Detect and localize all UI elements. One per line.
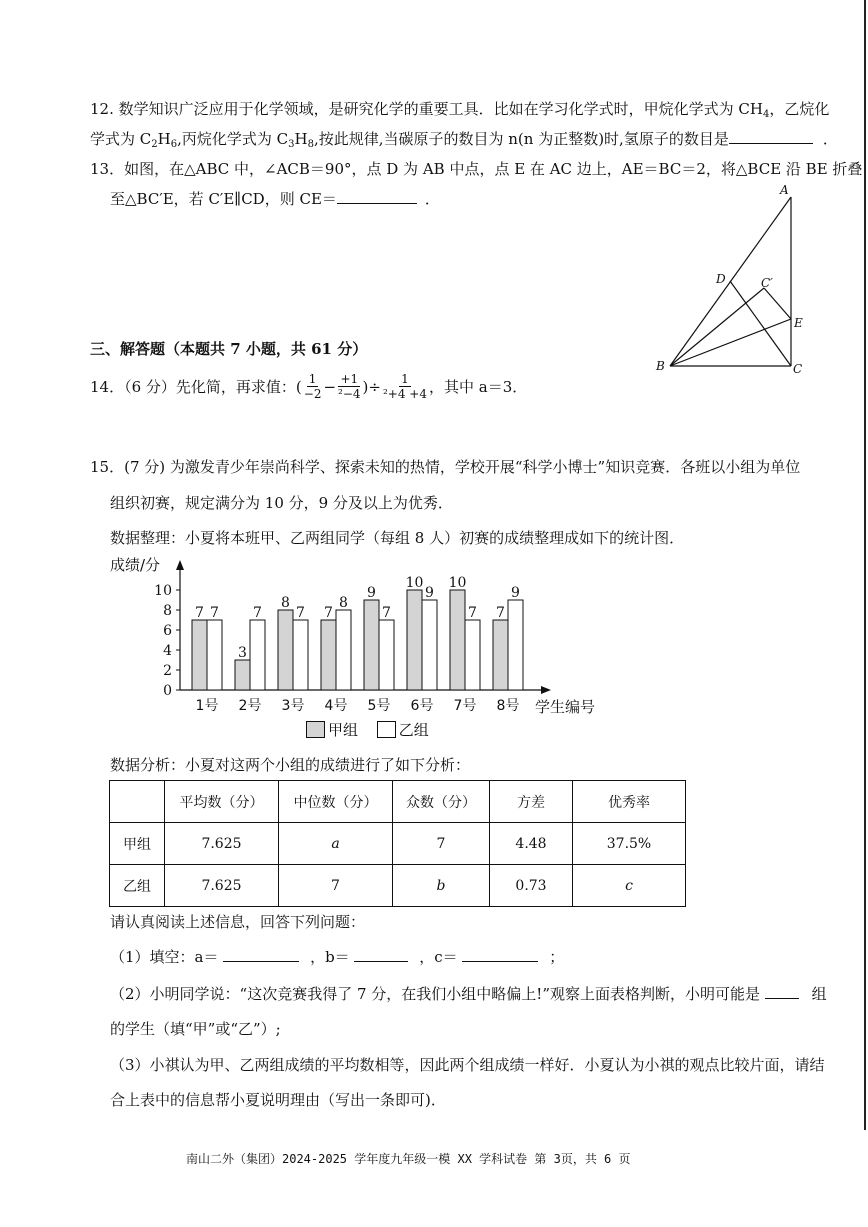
table-row xyxy=(110,823,686,865)
table-header-cell: 方差 xyxy=(490,781,573,823)
bar-yi xyxy=(336,610,351,690)
score-bar-chart xyxy=(105,552,625,747)
table-header-cell xyxy=(110,781,165,823)
table-cell: a xyxy=(279,823,393,865)
y-tick-label: 0 xyxy=(163,683,172,699)
bar-jia xyxy=(192,620,207,690)
bar-value-label: 10 xyxy=(405,575,424,591)
table-header-cell: 中位数（分） xyxy=(279,781,393,823)
bar-yi xyxy=(293,620,308,690)
bar-yi xyxy=(207,620,222,690)
bar-value-label: 9 xyxy=(425,585,434,601)
chart-y-axis-arrow xyxy=(176,560,184,570)
q15-line1: 15．(7 分) 为激发青少年崇尚科学、探索未知的热情，学校开展“科学小博士”知识竞赛．各班以小组为单位 xyxy=(90,458,801,476)
table-header-cell: 平均数（分） xyxy=(165,781,279,823)
q15-read-prompt: 请认真阅读上述信息，回答下列问题： xyxy=(110,913,366,931)
bar-jia xyxy=(321,620,336,690)
x-tick-label: 6号 xyxy=(410,698,434,714)
bar-jia xyxy=(364,600,379,690)
x-tick-label: 2号 xyxy=(238,698,262,714)
x-tick-label: 4号 xyxy=(324,698,348,714)
y-tick-label: 6 xyxy=(163,623,172,639)
bar-value-label: 7 xyxy=(496,605,505,621)
q15-part3-line1: （3）小祺认为甲、乙两组成绩的平均数相等，因此两个组成绩一样好．小夏认为小祺的观点比较片面，请结 xyxy=(110,1056,825,1074)
q15-part1: （1）填空：a＝ ，b＝ ，c＝ ； xyxy=(110,948,565,966)
q14-fraction-2: $\frac{+1}{\text{²−4}}$ xyxy=(338,372,361,401)
bar-value-label: 7 xyxy=(324,605,333,621)
chart-x-axis-arrow xyxy=(541,686,551,694)
chart-x-axis-label: 学生编号 xyxy=(535,698,596,716)
triangle-figure xyxy=(650,180,820,380)
bar-jia xyxy=(235,660,250,690)
bar-jia xyxy=(278,610,293,690)
table-header-cell: 众数（分） xyxy=(393,781,490,823)
bar-value-label: 3 xyxy=(238,645,247,661)
table-cell: 甲组 xyxy=(110,823,165,865)
q12-answer-blank[interactable] xyxy=(729,129,813,144)
label-cprime: C′ xyxy=(761,276,773,290)
bar-jia xyxy=(407,590,422,690)
q14-fraction-3: $\frac{1}{\text{²+4 +4}}$ xyxy=(382,372,427,401)
x-tick-label: 5号 xyxy=(367,698,391,714)
stats-table xyxy=(109,780,686,907)
table-cell: 7 xyxy=(393,823,490,865)
answer-blank-b[interactable] xyxy=(354,947,408,962)
bar-jia xyxy=(450,590,465,690)
label-e: E xyxy=(794,316,803,330)
answer-blank-c[interactable] xyxy=(462,947,538,962)
bar-value-label: 7 xyxy=(210,605,219,621)
bar-yi xyxy=(422,600,437,690)
bar-value-label: 8 xyxy=(339,595,348,611)
page-edge-rule xyxy=(864,0,866,1130)
bar-value-label: 7 xyxy=(468,605,477,621)
table-cell: b xyxy=(393,865,490,907)
bar-yi xyxy=(250,620,265,690)
y-tick-label: 2 xyxy=(163,663,172,679)
chart-legend xyxy=(306,719,429,740)
bar-value-label: 9 xyxy=(367,585,376,601)
table-cell: 7.625 xyxy=(165,865,279,907)
q12-line2: 学式为 $C_2H_6$,丙烷化学式为 $C_3H_8$,按此规律,当碳原子的数目为 n(n 为正整数)时,氢原子的数目是 ． xyxy=(90,130,838,150)
legend-swatch-jia xyxy=(306,721,325,738)
q15-line2: 组织初赛，规定满分为 10 分，9 分及以上为优秀． xyxy=(110,494,453,512)
q14: 14．（6 分）先化简，再求值：( $\frac{1}{-2}$ − $\frac{+1}{\text{²−4}}$ )÷ $\frac{1}{\text{²+4 +4}}$ ，其中 a＝3． xyxy=(90,372,528,401)
legend-label-yi: 乙组 xyxy=(398,721,429,739)
table-cell: 4.48 xyxy=(490,823,573,865)
x-tick-label: 1号 xyxy=(195,698,219,714)
segment-cd xyxy=(730,281,791,366)
bar-value-label: 7 xyxy=(195,605,204,621)
segment-cprime-e xyxy=(764,288,791,319)
legend-label-jia: 甲组 xyxy=(328,721,359,739)
bar-value-label: 10 xyxy=(448,575,467,591)
table-row xyxy=(110,865,686,907)
label-c: C xyxy=(793,362,803,376)
q15-part3-line2: 合上表中的信息帮小夏说明理由（写出一条即可)． xyxy=(110,1091,446,1109)
bar-yi xyxy=(379,620,394,690)
y-tick-label: 4 xyxy=(163,643,172,659)
label-d: D xyxy=(716,272,726,286)
x-tick-label: 7号 xyxy=(453,698,477,714)
table-header-row xyxy=(110,781,686,823)
legend-swatch-yi xyxy=(377,721,396,738)
bar-yi xyxy=(465,620,480,690)
x-tick-label: 8号 xyxy=(496,698,520,714)
bar-value-label: 7 xyxy=(296,605,305,621)
q12-line1: 12. 数学知识广泛应用于化学领域，是研究化学的重要工具．比如在学习化学式时，甲烷化学式为 $CH_4$，乙烷化 xyxy=(90,100,830,120)
q13-line2: 至△BC′E，若 C′E∥CD，则 CE＝ ． xyxy=(110,190,440,208)
y-tick-label: 8 xyxy=(163,603,172,619)
x-tick-label: 3号 xyxy=(281,698,305,714)
bar-jia xyxy=(493,620,508,690)
table-cell: c xyxy=(573,865,686,907)
chart-y-axis-label: 成绩/分 xyxy=(110,556,161,574)
section-3-title: 三、解答题（本题共 7 小题，共 61 分） xyxy=(90,340,368,358)
bar-value-label: 9 xyxy=(511,585,520,601)
answer-blank-group[interactable] xyxy=(765,984,799,999)
table-cell: 7 xyxy=(279,865,393,907)
bar-yi xyxy=(508,600,523,690)
bar-value-label: 7 xyxy=(253,605,262,621)
q15-data-analysis: 数据分析：小夏对这两个小组的成绩进行了如下分析： xyxy=(110,756,471,774)
bar-value-label: 8 xyxy=(281,595,290,611)
q15-part2-line1: （2）小明同学说：“这次竞赛我得了 7 分，在我们小组中略偏上!”观察上面表格判断，小明可能是 组 xyxy=(110,985,827,1003)
table-cell: 37.5% xyxy=(573,823,686,865)
page-footer: 南山二外（集团）2024-2025 学年度九年级一模 XX 学科试卷 第 3页，共 6 页 xyxy=(186,1152,631,1166)
y-tick-label: 10 xyxy=(154,583,172,599)
q15-part2-line2: 的学生（填“甲”或“乙”）; xyxy=(110,1020,281,1038)
table-cell: 0.73 xyxy=(490,865,573,907)
q14-fraction-1: $\frac{1}{-2}$ xyxy=(303,372,322,401)
q13-answer-blank[interactable] xyxy=(337,189,417,204)
segment-be xyxy=(670,319,791,366)
q13-line1: 13．如图，在△ABC 中，∠ACB＝90°，点 D 为 AB 中点，点 E 在 AC 边上，AE＝BC＝2，将△BCE 沿 BE 折叠 xyxy=(90,160,863,178)
table-header-cell: 优秀率 xyxy=(573,781,686,823)
q15-data-organization: 数据整理：小夏将本班甲、乙两组同学（每组 8 人）初赛的成绩整理成如下的统计图． xyxy=(110,529,685,547)
bar-value-label: 7 xyxy=(382,605,391,621)
table-cell: 7.625 xyxy=(165,823,279,865)
label-b: B xyxy=(656,359,665,373)
answer-blank-a[interactable] xyxy=(223,947,299,962)
table-cell: 乙组 xyxy=(110,865,165,907)
label-a: A xyxy=(780,183,789,197)
